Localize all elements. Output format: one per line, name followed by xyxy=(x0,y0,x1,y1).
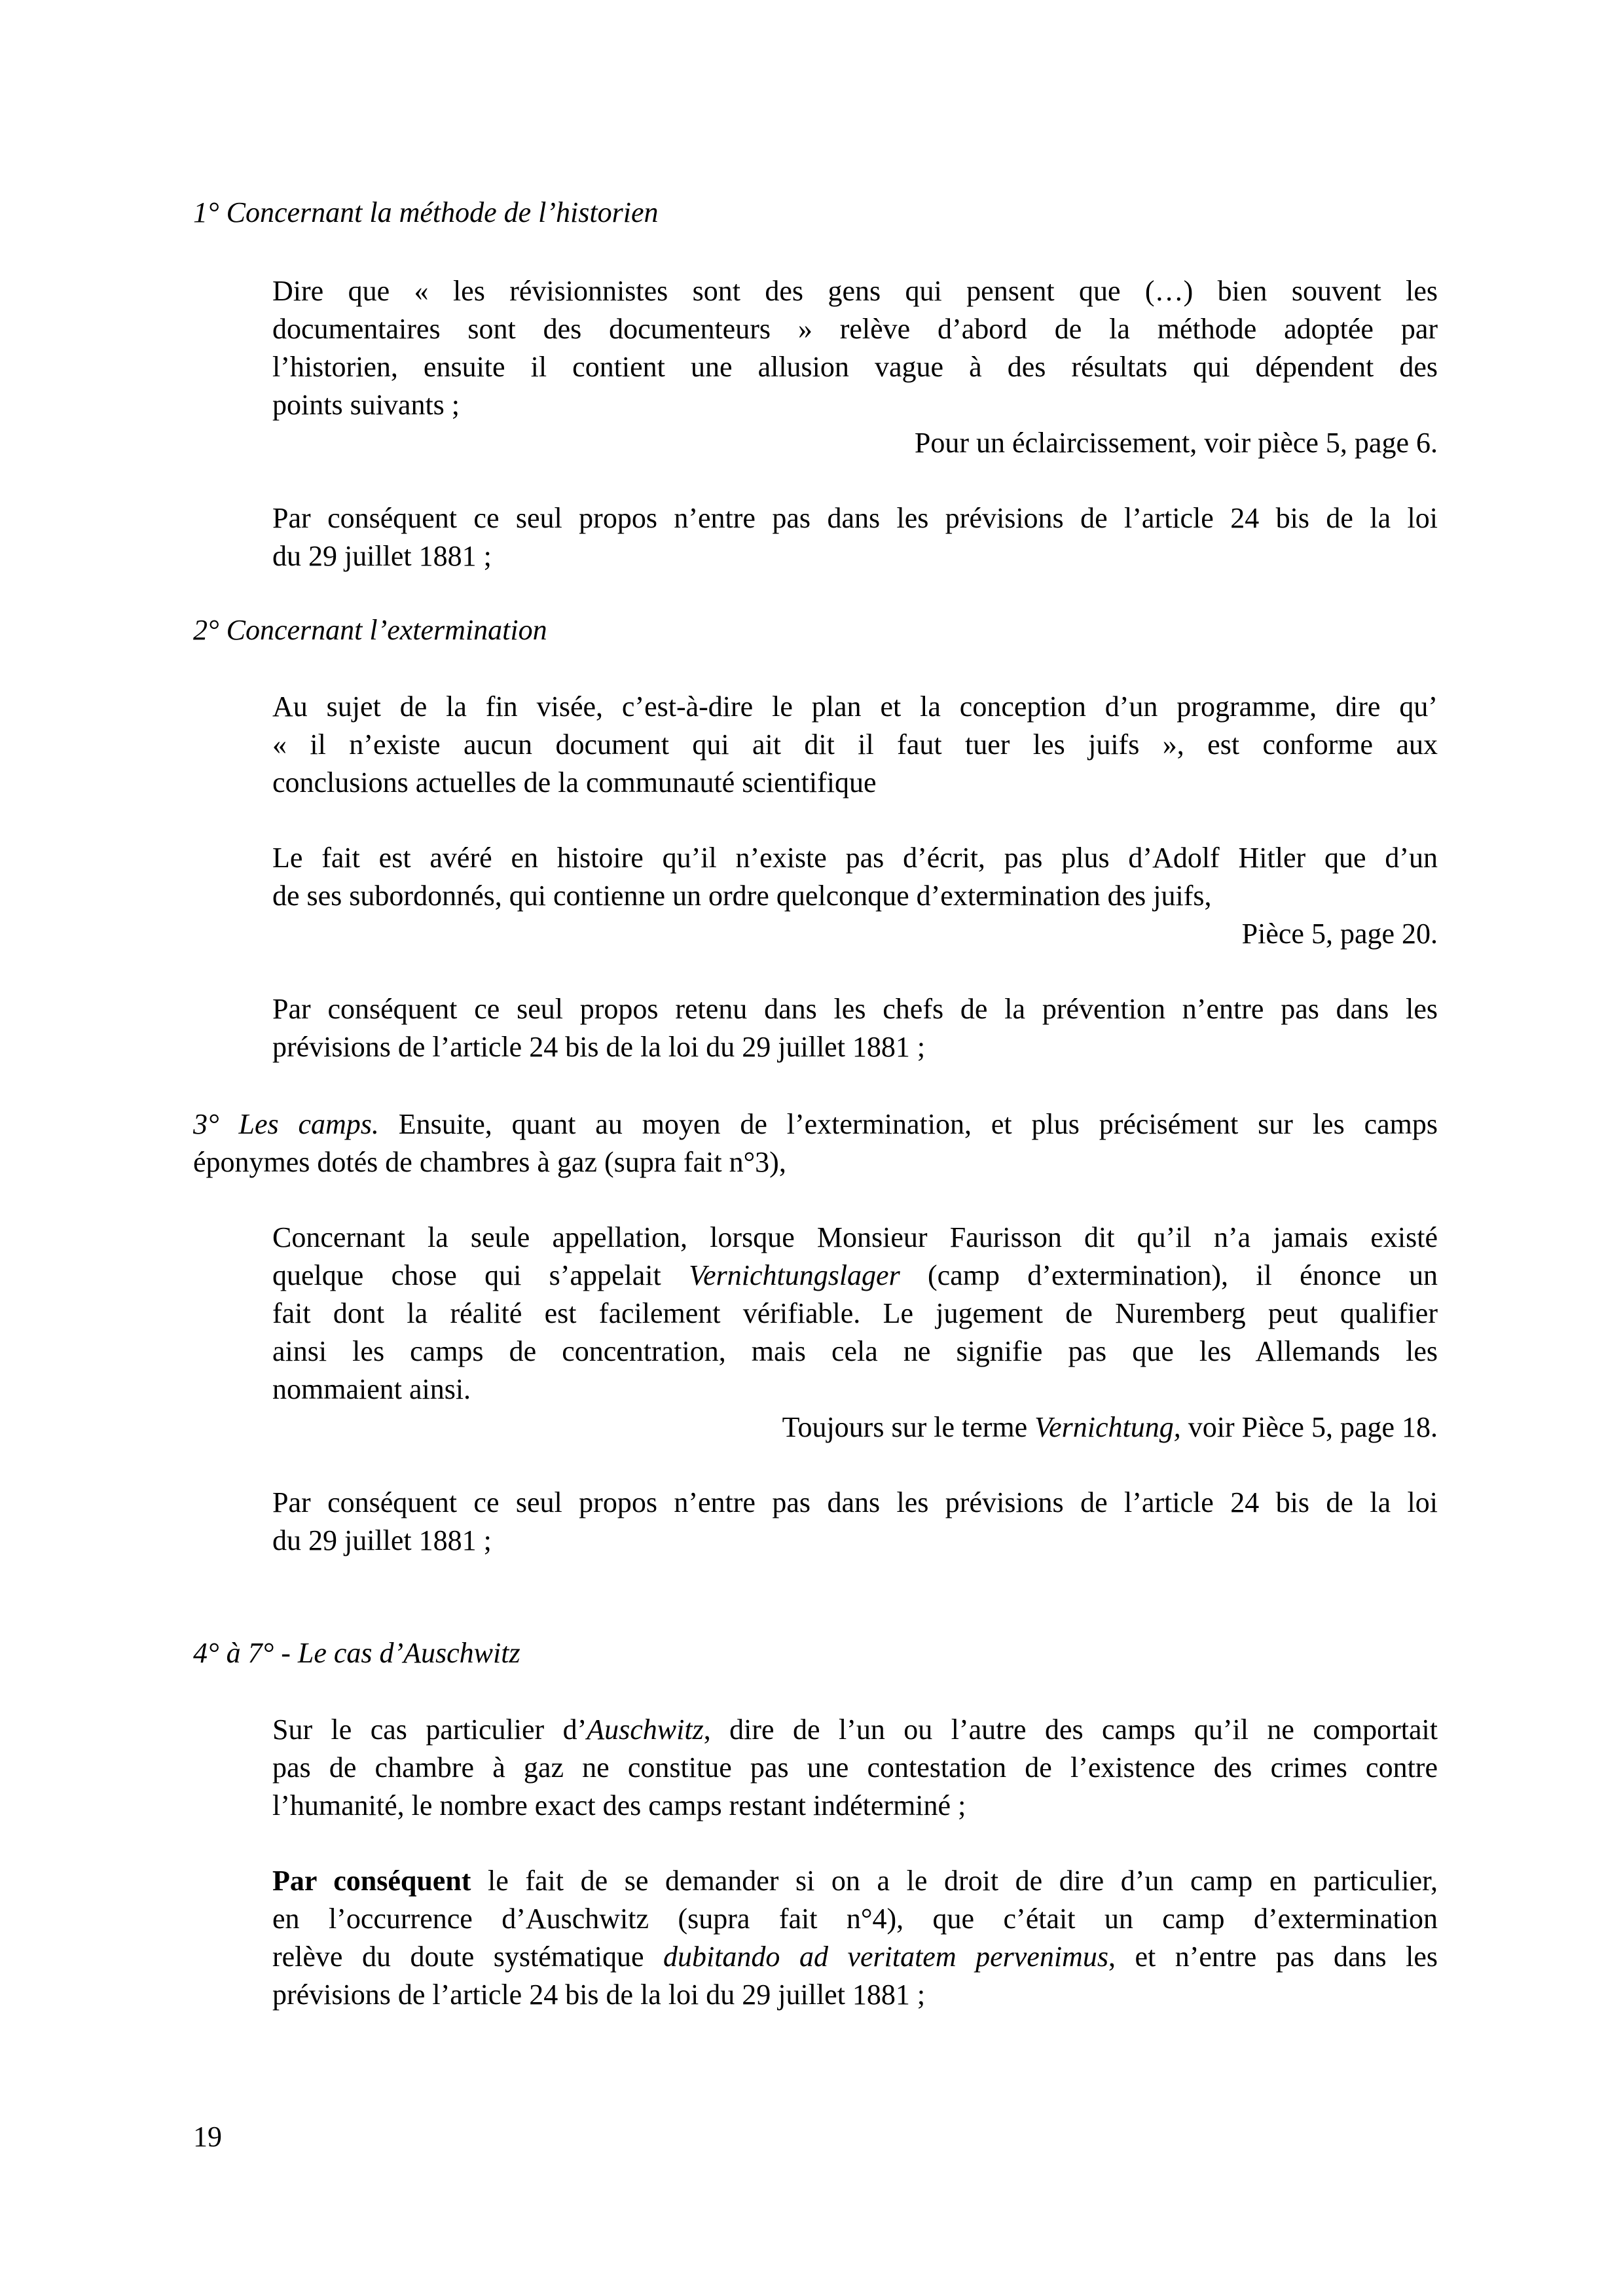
text-line: de ses subordonnés, qui contienne un ordre quelconque d’extermination des juifs, xyxy=(272,880,1212,912)
section-3-intro: Ensuite, quant au moyen de l’extermination, et plus précisément sur les camps xyxy=(378,1108,1438,1140)
text-line: « il n’existe aucun document qui ait dit il faut tuer les juifs », est conforme aux xyxy=(272,728,1438,761)
text-line: l’historien, ensuite il contient une allusion vague à des résultats qui dépendent des xyxy=(272,351,1438,383)
section-1-reference: Pour un éclaircissement, voir pièce 5, page 6. xyxy=(914,427,1438,459)
section-heading-4: 4° à 7° - Le cas d’Auschwitz xyxy=(193,1637,520,1669)
text-line: fait dont la réalité est facilement vérifiable. Le jugement de Nuremberg peut qualifier xyxy=(272,1297,1438,1329)
text-line: Par conséquent ce seul propos n’entre pas dans les prévisions de l’article 24 bis de la loi xyxy=(272,502,1438,534)
text-line: points suivants ; xyxy=(272,389,460,421)
text-line: Par conséquent ce seul propos retenu dans les chefs de la prévention n’entre pas dans les xyxy=(272,993,1438,1025)
german-term: Vernichtungslager xyxy=(689,1259,900,1291)
text-span: , et n’entre pas dans les xyxy=(1108,1941,1438,1973)
section-2-reference: Pièce 5, page 20. xyxy=(1241,918,1438,950)
text-line xyxy=(272,1257,1438,1295)
text-line: ainsi les camps de concentration, mais cela ne signifie pas que les Allemands les xyxy=(272,1335,1438,1367)
text-span: relève du doute systématique xyxy=(272,1941,663,1973)
text-line xyxy=(272,1862,1438,1900)
text-span: Toujours sur le terme xyxy=(782,1411,1035,1443)
section-heading-3 xyxy=(193,1105,1438,1143)
text-span: quelque chose qui s’appelait xyxy=(272,1259,689,1291)
text-line: Dire que « les révisionnistes sont des gens qui pensent que (…) bien souvent les xyxy=(272,275,1438,307)
text-span: (camp d’extermination), il énonce un xyxy=(900,1259,1438,1291)
text-line: prévisions de l’article 24 bis de la loi du 29 juillet 1881 ; xyxy=(272,1031,926,1063)
text-line: du 29 juillet 1881 ; xyxy=(272,540,492,572)
section-heading-1: 1° Concernant la méthode de l’historien xyxy=(193,196,659,228)
text-line: Le fait est avéré en histoire qu’il n’existe pas d’écrit, pas plus d’Adolf Hitler que d’un xyxy=(272,842,1438,874)
text-line: Concernant la seule appellation, lorsque Monsieur Faurisson dit qu’il n’a jamais existé xyxy=(272,1221,1438,1253)
section-3-reference xyxy=(272,1408,1438,1446)
section-heading-2: 2° Concernant l’extermination xyxy=(193,614,547,646)
german-term: Vernichtung, xyxy=(1034,1411,1181,1443)
text-line: prévisions de l’article 24 bis de la loi du 29 juillet 1881 ; xyxy=(272,1979,926,2011)
text-line xyxy=(272,1938,1438,1976)
text-line: nommaient ainsi. xyxy=(272,1373,471,1405)
text-line: l’humanité, le nombre exact des camps restant indéterminé ; xyxy=(272,1789,966,1821)
text-line: Par conséquent ce seul propos n’entre pas dans les prévisions de l’article 24 bis de la loi xyxy=(272,1486,1438,1518)
text-span: voir Pièce 5, page 18. xyxy=(1180,1411,1438,1443)
latin-phrase: dubitando ad veritatem pervenimus xyxy=(663,1941,1108,1973)
text-line xyxy=(272,1711,1438,1749)
page-number: 19 xyxy=(193,2121,222,2153)
text-span: , dire de l’un ou l’autre des camps qu’il ne comportait xyxy=(703,1713,1438,1746)
text-line: en l’occurrence d’Auschwitz (supra fait n°4), que c’était un camp d’extermination xyxy=(272,1903,1438,1935)
text-span: le fait de se demander si on a le droit de dire d’un camp en particulier, xyxy=(471,1865,1438,1897)
text-line: pas de chambre à gaz ne constitue pas une contestation de l’existence des crimes contre xyxy=(272,1751,1438,1784)
place-name: Auschwitz xyxy=(587,1713,704,1746)
text-line: conclusions actuelles de la communauté scientifique xyxy=(272,766,877,798)
text-span: Sur le cas particulier d’ xyxy=(272,1713,587,1746)
text-line: Au sujet de la fin visée, c’est-à-dire le plan et la conception d’un programme, dire qu’ xyxy=(272,691,1438,723)
section-3-intro-line-2: éponymes dotés de chambres à gaz (supra fait n°3), xyxy=(193,1146,786,1178)
text-line: du 29 juillet 1881 ; xyxy=(272,1524,492,1556)
text-line: documentaires sont des documenteurs » relève d’abord de la méthode adoptée par xyxy=(272,313,1438,345)
emphasis-bold: Par conséquent xyxy=(272,1865,471,1897)
section-3-title: 3° Les camps. xyxy=(193,1108,379,1140)
